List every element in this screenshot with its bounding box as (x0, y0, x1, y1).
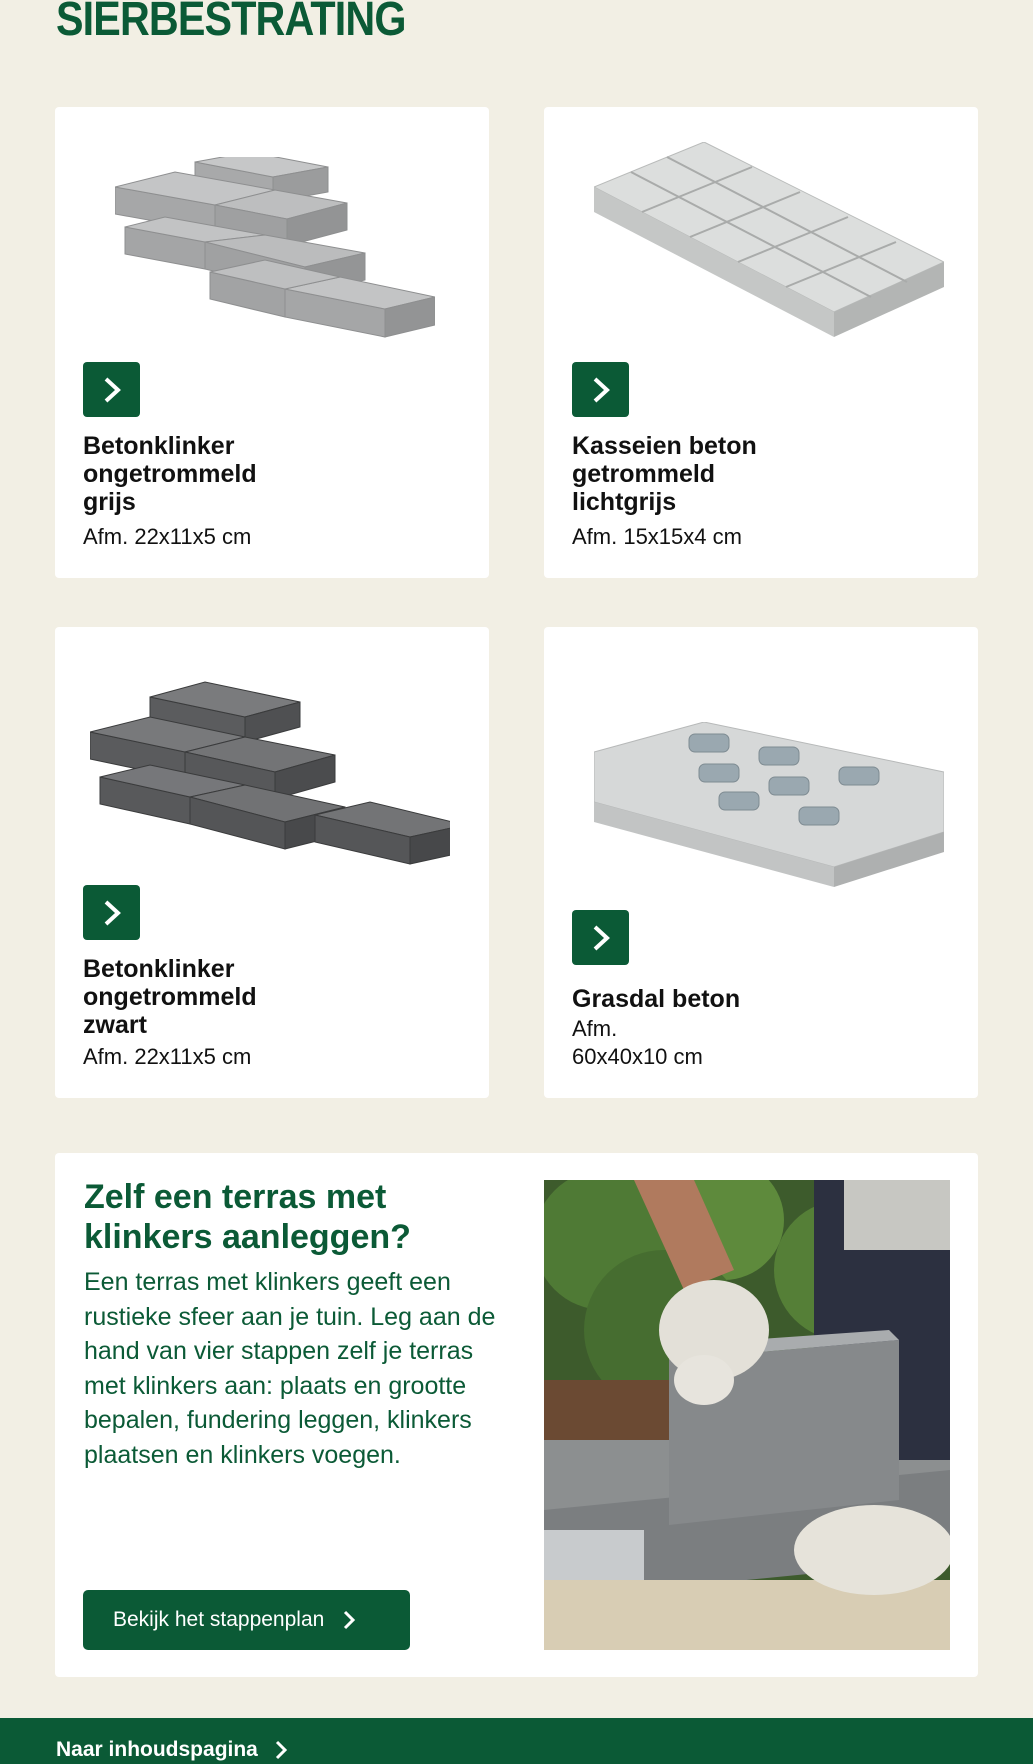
chevron-right-icon (589, 376, 613, 404)
product-title: Betonklinker ongetrommeld zwart (83, 955, 257, 1039)
product-title: Betonklinker ongetrommeld grijs (83, 432, 257, 516)
black-paver-bricks-image (90, 677, 450, 887)
product-card-kasseien-lichtgrijs[interactable] (544, 107, 978, 578)
chevron-right-icon (342, 1610, 356, 1630)
chevron-right-icon (100, 899, 124, 927)
product-title: Kasseien beton getrommeld lichtgrijs (572, 432, 757, 516)
product-card-grasdal-beton[interactable] (544, 627, 978, 1098)
footer-link-label: Naar inhoudspagina (56, 1738, 258, 1761)
stappenplan-button[interactable] (83, 1590, 410, 1650)
chevron-right-icon (100, 376, 124, 404)
product-arrow-button[interactable] (572, 362, 629, 417)
product-dimensions: Afm. 60x40x10 cm (572, 1016, 703, 1069)
product-arrow-button[interactable] (83, 362, 140, 417)
stappenplan-button-label: Bekijk het stappenplan (113, 1608, 325, 1631)
promo-title: Zelf een terras met klinkers aanleggen? (84, 1178, 411, 1256)
product-card-betonklinker-grijs[interactable] (55, 107, 489, 578)
promo-card (55, 1153, 978, 1677)
chevron-right-icon (274, 1740, 288, 1760)
product-dimensions: Afm. 15x15x4 cm (572, 524, 742, 549)
gloved-hands-laying-paver-photo (544, 1180, 950, 1650)
light-grey-cobblestones-image (594, 142, 944, 372)
product-title: Grasdal beton (572, 985, 741, 1013)
chevron-right-icon (589, 924, 613, 952)
table-of-contents-link[interactable] (56, 1738, 288, 1762)
concrete-grass-paver-image (594, 722, 944, 892)
product-arrow-button[interactable] (572, 910, 629, 965)
page-title: SIERBESTRATING (56, 0, 406, 46)
product-arrow-button[interactable] (83, 885, 140, 940)
product-dimensions: Afm. 22x11x5 cm (83, 524, 252, 549)
grey-paver-bricks-image (115, 157, 435, 372)
product-dimensions: Afm. 22x11x5 cm (83, 1044, 252, 1069)
footer-bar (0, 1718, 1033, 1764)
promo-text: Een terras met klinkers geeft een rustieke sfeer aan je tuin. Leg aan de hand van vier stappen zelf je terras met klinkers aan: plaats en grootte bepalen, fundering leggen, klinkers plaatsen en klinkers voegen. (84, 1268, 496, 1469)
product-card-betonklinker-zwart[interactable] (55, 627, 489, 1098)
